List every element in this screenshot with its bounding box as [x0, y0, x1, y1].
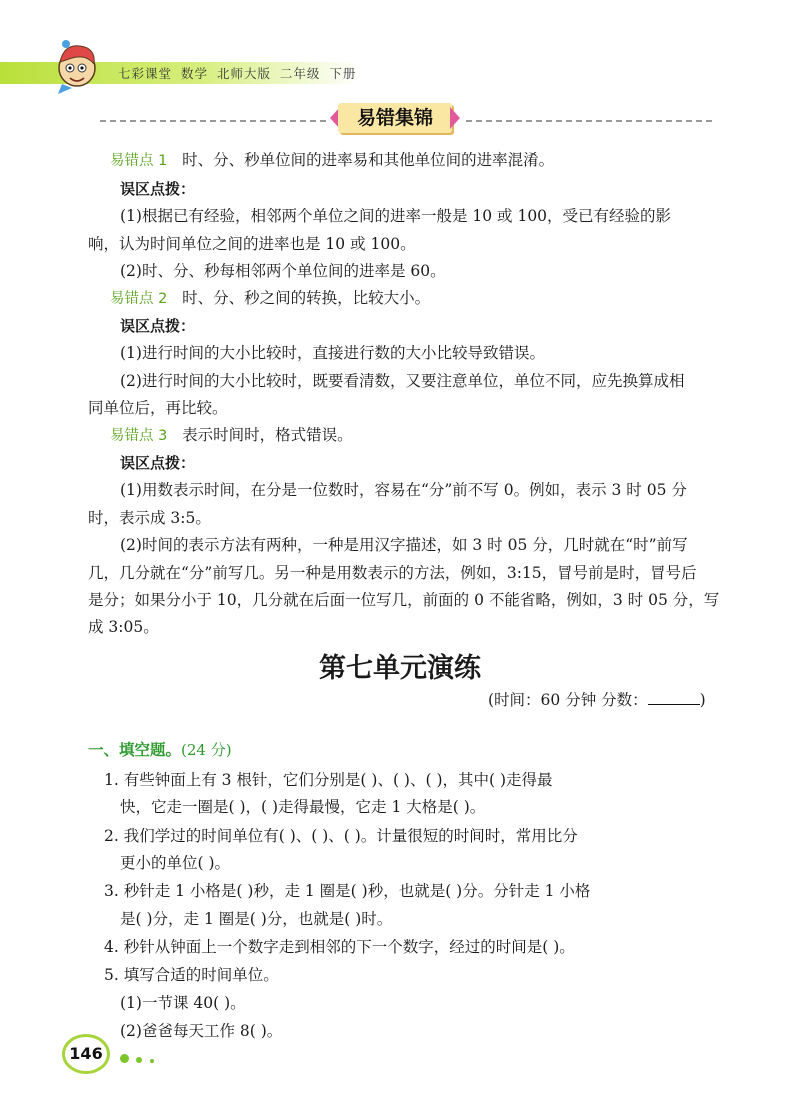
- text-line: 同单位后，再比较。: [88, 399, 228, 417]
- decor-dot: [136, 1057, 142, 1063]
- part-heading: [88, 740, 232, 760]
- unit-meta-close: ): [699, 691, 706, 709]
- decor-dot: [150, 1059, 154, 1063]
- section-title: 易错集锦: [356, 107, 433, 129]
- error-tag: 易错点 3: [110, 428, 168, 444]
- text-line: 时，表示成 3:5。: [88, 509, 211, 527]
- error-title: 表示时间时，格式错误。: [182, 426, 353, 444]
- question-line: 快，它走一圈是( )，( )走得最慢，它走 1 大格是( )。: [120, 798, 486, 816]
- question-line: 1. 有些钟面上有 3 根针，它们分别是( )、( )、( )，其中( )走得最: [104, 771, 553, 789]
- question-line: 5. 填写合适的时间单位。: [104, 966, 279, 984]
- text-line: (2)时、分、秒每相邻两个单位间的进率是 60。: [120, 262, 446, 280]
- error-heading: [110, 150, 554, 171]
- text-line: (1)根据已有经验，相邻两个单位之间的进率一般是 10 或 100，受已有经验的影: [120, 207, 672, 225]
- error-title: 时、分、秒单位间的进率易和其他单位间的进率混淆。: [182, 151, 555, 169]
- page-number: 146: [69, 1044, 103, 1063]
- error-tag: 易错点 2: [110, 291, 168, 307]
- part-title: 一、填空题。: [88, 741, 182, 759]
- part-score: (24 分): [181, 741, 232, 759]
- error-heading: [110, 425, 353, 446]
- unit-meta-time: (时间：60 分钟 分数：: [488, 691, 648, 709]
- question-line: 2. 我们学过的时间单位有( )、( )、( )。计量很短的时间时，常用比分: [104, 827, 578, 845]
- error-heading: [110, 288, 430, 309]
- question-line: 3. 秒针走 1 小格是( )秒，走 1 圈是( )秒，也就是( )分。分针走 1 小格: [104, 882, 591, 900]
- text-line: 是分；如果分小于 10，几分就在后面一位写几，前面的 0 不能省略，例如，3 时 05 分，写: [88, 591, 720, 609]
- section-title-tag: [330, 103, 460, 135]
- score-blank[interactable]: [648, 690, 700, 705]
- text-line: (2)时间的表示方法有两种，一种是用汉字描述，如 3 时 05 分，几时就在“时”前写: [120, 536, 688, 554]
- question-line: (2)爸爸每天工作 8( )。: [120, 1022, 283, 1040]
- error-title: 时、分、秒之间的转换，比较大小。: [182, 289, 431, 307]
- tip-label: 误区点拨：: [120, 454, 196, 472]
- tip-label: 误区点拨：: [120, 180, 196, 198]
- text-line: (1)用数表示时间，在分是一位数时，容易在“分”前不写 0。例如，表示 3 时 05 分: [120, 481, 687, 499]
- question-line: 4. 秒针从钟面上一个数字走到相邻的下一个数字，经过的时间是( )。: [104, 938, 575, 956]
- question-line: 是( )分，走 1 圈是( )分，也就是( )时。: [120, 910, 393, 928]
- text-line: 响，认为时间单位之间的进率也是 10 或 100。: [88, 235, 416, 253]
- page-number-badge: [62, 1034, 116, 1074]
- unit-meta: [488, 690, 706, 710]
- mascot-icon: [50, 38, 104, 96]
- text-line: 成 3:05。: [88, 618, 159, 636]
- tip-label: 误区点拨：: [120, 317, 196, 335]
- header-text: 七彩课堂 数学 北师大版 二年级 下册: [118, 66, 357, 81]
- question-line: 更小的单位( )。: [120, 854, 231, 872]
- text-line: (1)进行时间的大小比较时，直接进行数的大小比较导致错误。: [120, 344, 545, 362]
- question-line: (1)一节课 40( )。: [120, 994, 246, 1012]
- text-line: (2)进行时间的大小比较时，既要看清数，又要注意单位，单位不同，应先换算成相: [120, 372, 685, 390]
- error-tag: 易错点 1: [110, 153, 168, 169]
- divider-left: [100, 120, 326, 122]
- text-line: 几，几分就在“分”前写几。另一种是用数表示的方法，例如，3:15，冒号前是时，冒号后: [88, 564, 697, 582]
- unit-title: 第七单元演练: [319, 653, 481, 684]
- divider-right: [466, 120, 712, 122]
- decor-dot: [120, 1054, 129, 1063]
